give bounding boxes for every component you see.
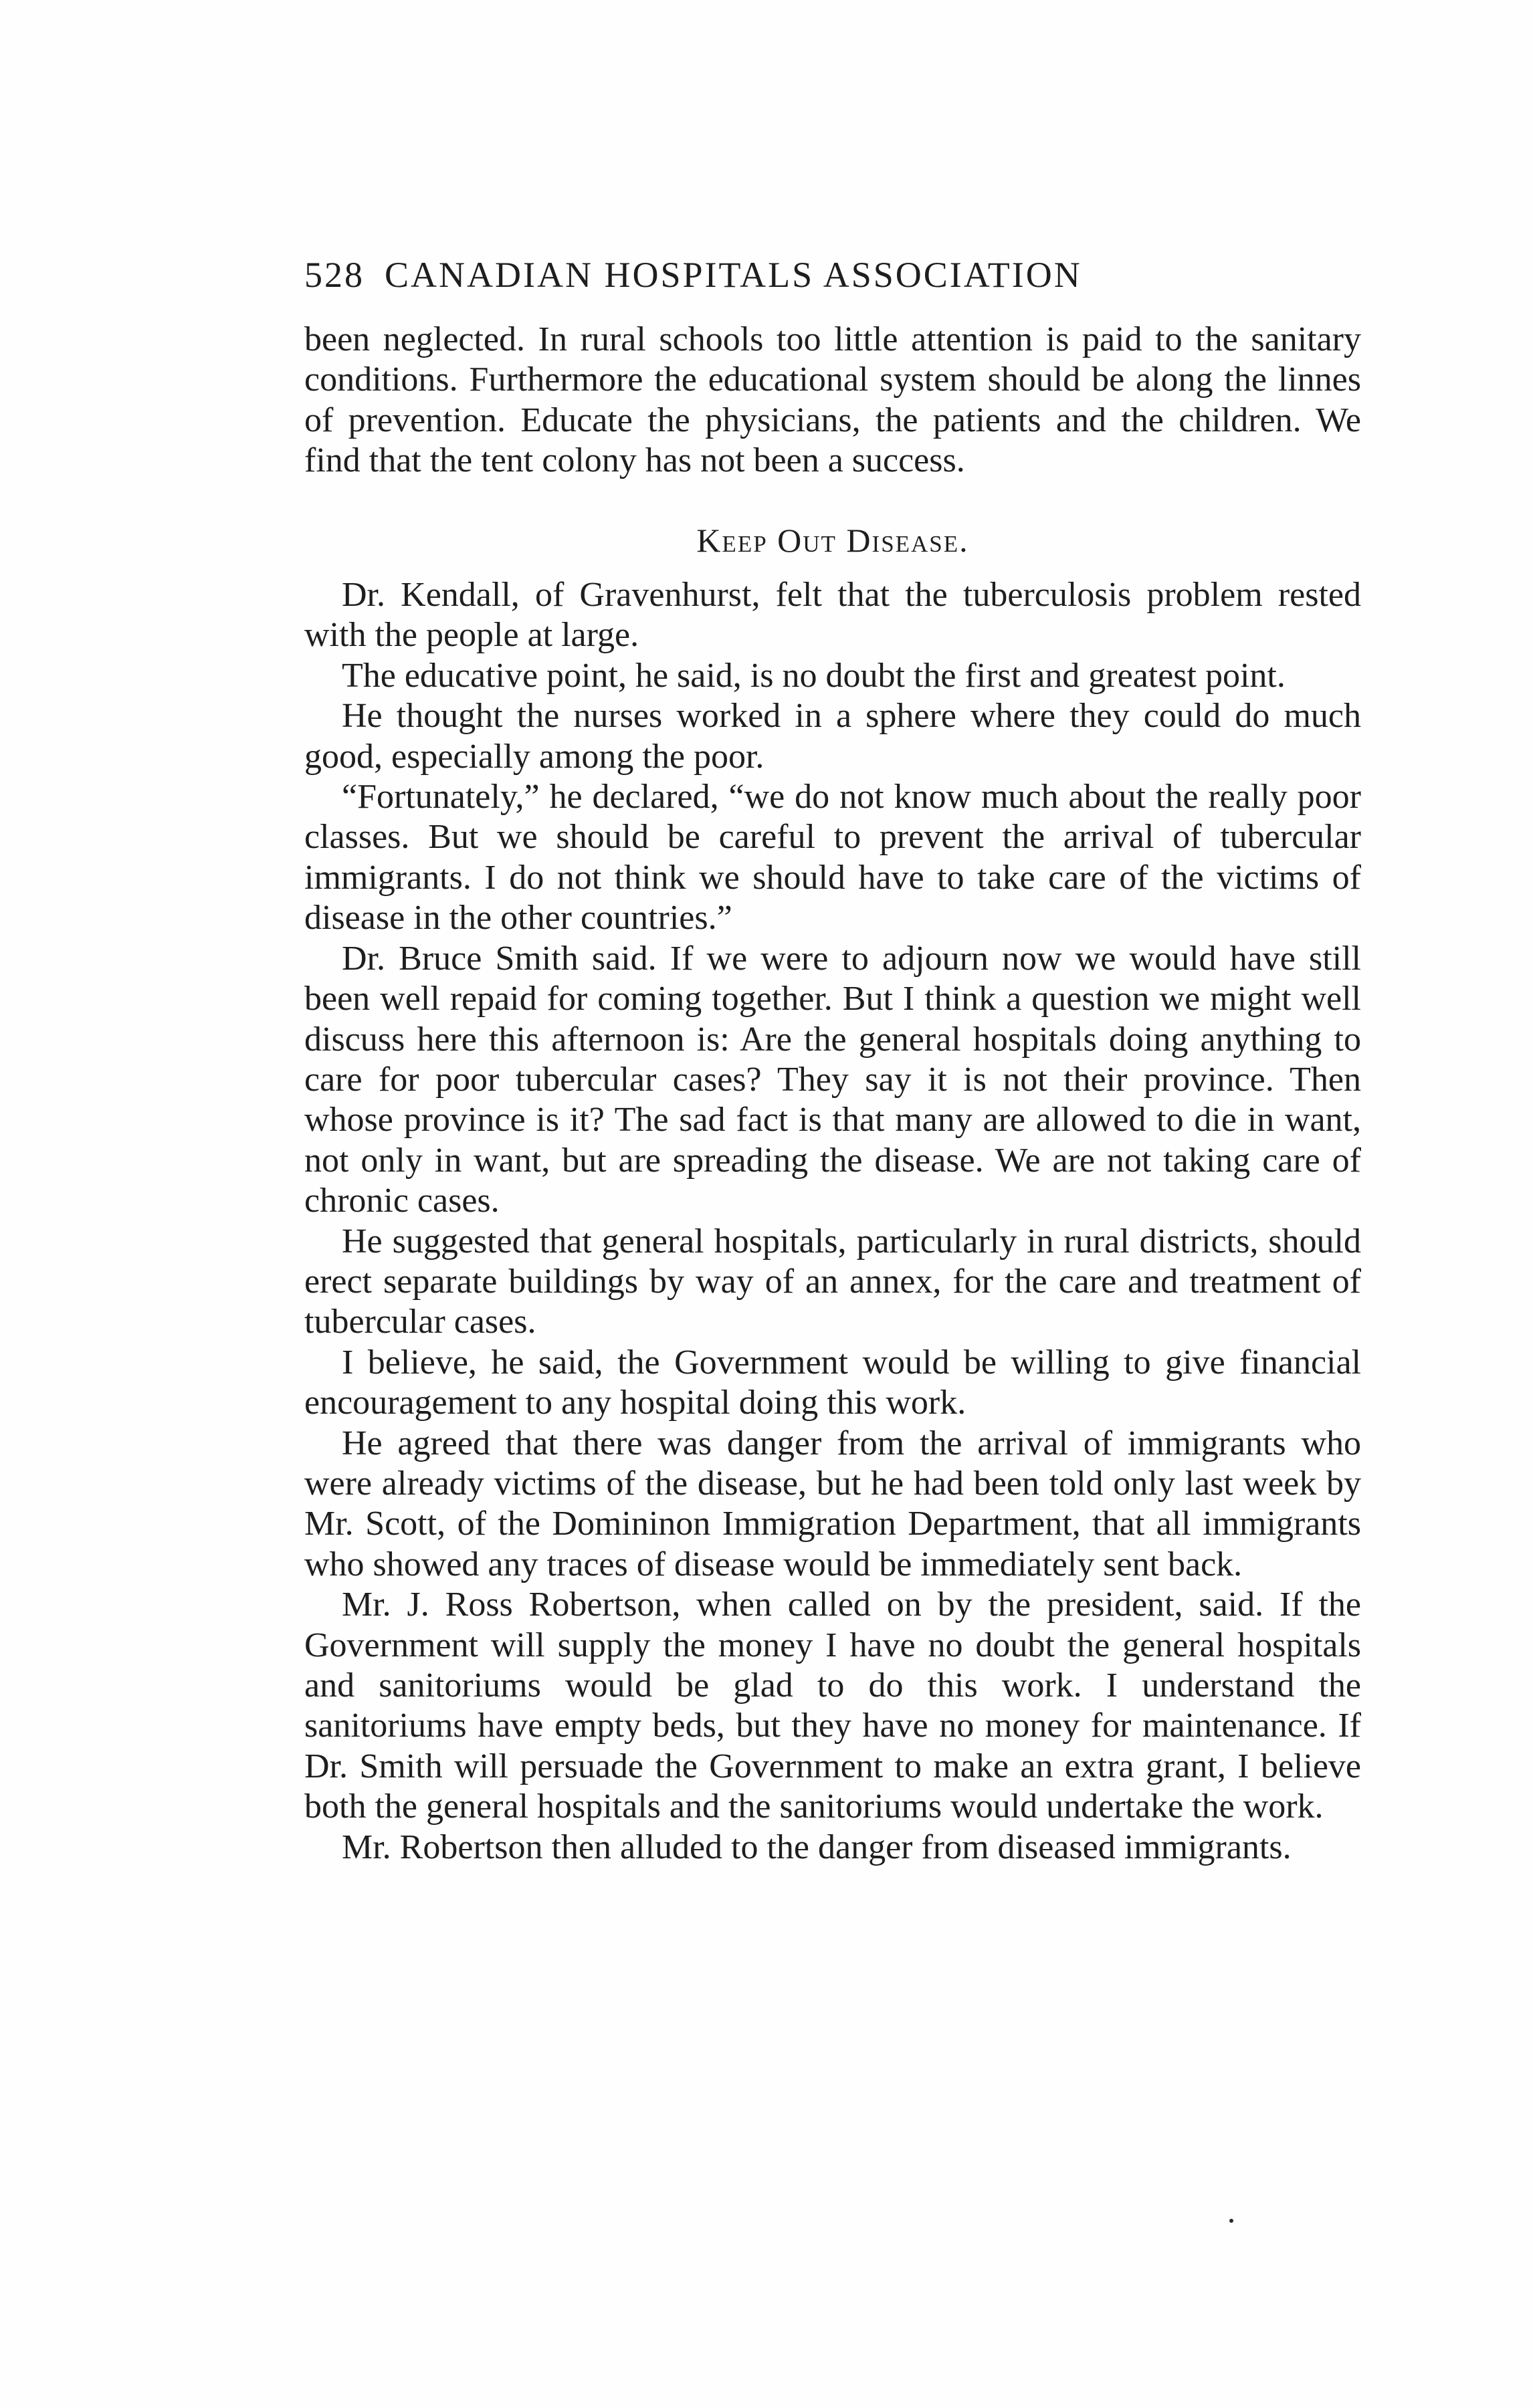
paragraph-immigration-danger: He agreed that there was danger from the arrival of immigrants who were already victims of the disease, but he had been told only last week by Mr. Scott, of the Domininon Immigration Department, that all immigrants who showed any traces of disease would be immediately sent back. (304, 1424, 1361, 1583)
ink-speck (1229, 2219, 1233, 2223)
page-number: 528 (304, 255, 365, 295)
paragraph-ross-robertson: Mr. J. Ross Robertson, when called on by the president, said. If the Government will supply the money I have no doubt the general hospitals and sanitoriums would be glad to do this work. I understand the sanitoriums have empty beds, but they have no money for maintenance. If Dr. Smith will persuade the Government to make an extra grant, I believe both the general hospitals and the sanitoriums would undertake the work. (304, 1585, 1361, 1826)
paragraph-nurses: He thought the nurses worked in a sphere where they could do much good, especially among the poor. (304, 697, 1361, 776)
running-title: CANADIAN HOSPITALS ASSOCIATION (385, 255, 1082, 295)
body-text (304, 320, 1361, 1868)
paragraph-robertson-alluded: Mr. Robertson then alluded to the danger from diseased immigrants. (342, 1828, 1292, 1866)
paragraph-bruce-smith: Dr. Bruce Smith said. If we were to adjourn now we would have still been well repaid for coming together. But I think a question we might well discuss here this afternoon is: Are the general hospitals doing anything to care for poor tubercular cases? They say it is not their province. Then whose province is it? The sad fact is that many are allowed to die in want, not only in want, but are spreading the disease. We are not taking care of chronic cases. (304, 939, 1361, 1220)
opening-paragraph: been neglected. In rural schools too little attention is paid to the sanitary conditions. Furthermore the educational system should be along the linnes of prevention. Educate the physicians, the patients and the children. We find that the tent colony has not been a success. (304, 320, 1361, 480)
section-heading: Keep Out Disease. (696, 521, 969, 559)
running-head (304, 254, 1361, 314)
paragraph-fortunately-quote: “Fortunately,” he declared, “we do not know much about the really poor classes. But we should be careful to prevent the arrival of tubercular immigrants. I do not think we should have to take care of the victims of disease in the other countries.” (304, 778, 1361, 938)
paragraph-government-encouragement: I believe, he said, the Government would be willing to give financial encouragement to any hospital doing this work. (304, 1343, 1361, 1422)
paragraph-annex-suggestion: He suggested that general hospitals, particularly in rural districts, should erect separate buildings by way of an annex, for the care and treatment of tubercular cases. (304, 1222, 1361, 1341)
paragraph-educative-point: The educative point, he said, is no doubt the first and greatest point. (342, 656, 1286, 695)
paragraph-kendall-problem: Dr. Kendall, of Gravenhurst, felt that the tuberculosis problem rested with the people at large. (304, 576, 1361, 655)
